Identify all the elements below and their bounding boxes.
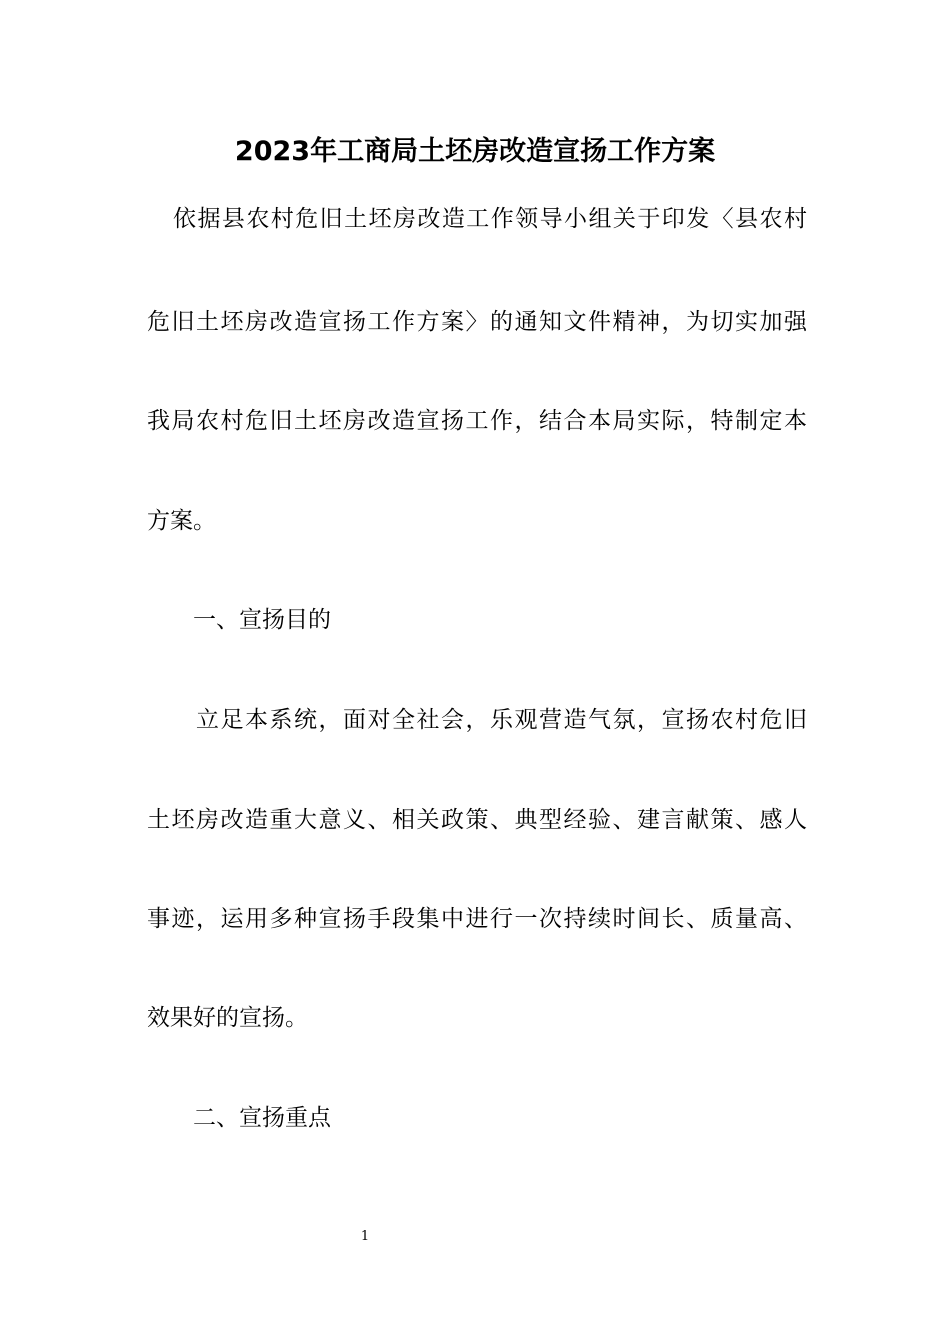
- section-heading-focus: 二、宣扬重点: [193, 1105, 331, 1131]
- paragraph-line: 土坯房改造重大意义、相关政策、典型经验、建言献策、感人: [147, 807, 807, 833]
- paragraph-line: 依据县农村危旧土坯房改造工作领导小组关于印发〈县农村: [173, 206, 807, 232]
- document-title: 2023年工商局土坯房改造宣扬工作方案: [234, 136, 716, 167]
- paragraph-line: 立足本系统，面对全社会，乐观营造气氛，宣扬农村危旧: [196, 707, 807, 733]
- section-heading-purpose: 一、宣扬目的: [193, 607, 331, 633]
- paragraph-line: 危旧土坯房改造宣扬工作方案〉的通知文件精神，为切实加强: [147, 309, 807, 335]
- paragraph-line: 效果好的宣扬。: [147, 1005, 308, 1031]
- paragraph-line: 我局农村危旧土坯房改造宣扬工作，结合本局实际，特制定本: [147, 408, 807, 434]
- paragraph-line: 方案。: [147, 508, 216, 534]
- page-number: 1: [360, 1229, 370, 1244]
- paragraph-line: 事迹，运用多种宣扬手段集中进行一次持续时间长、质量高、: [147, 906, 807, 932]
